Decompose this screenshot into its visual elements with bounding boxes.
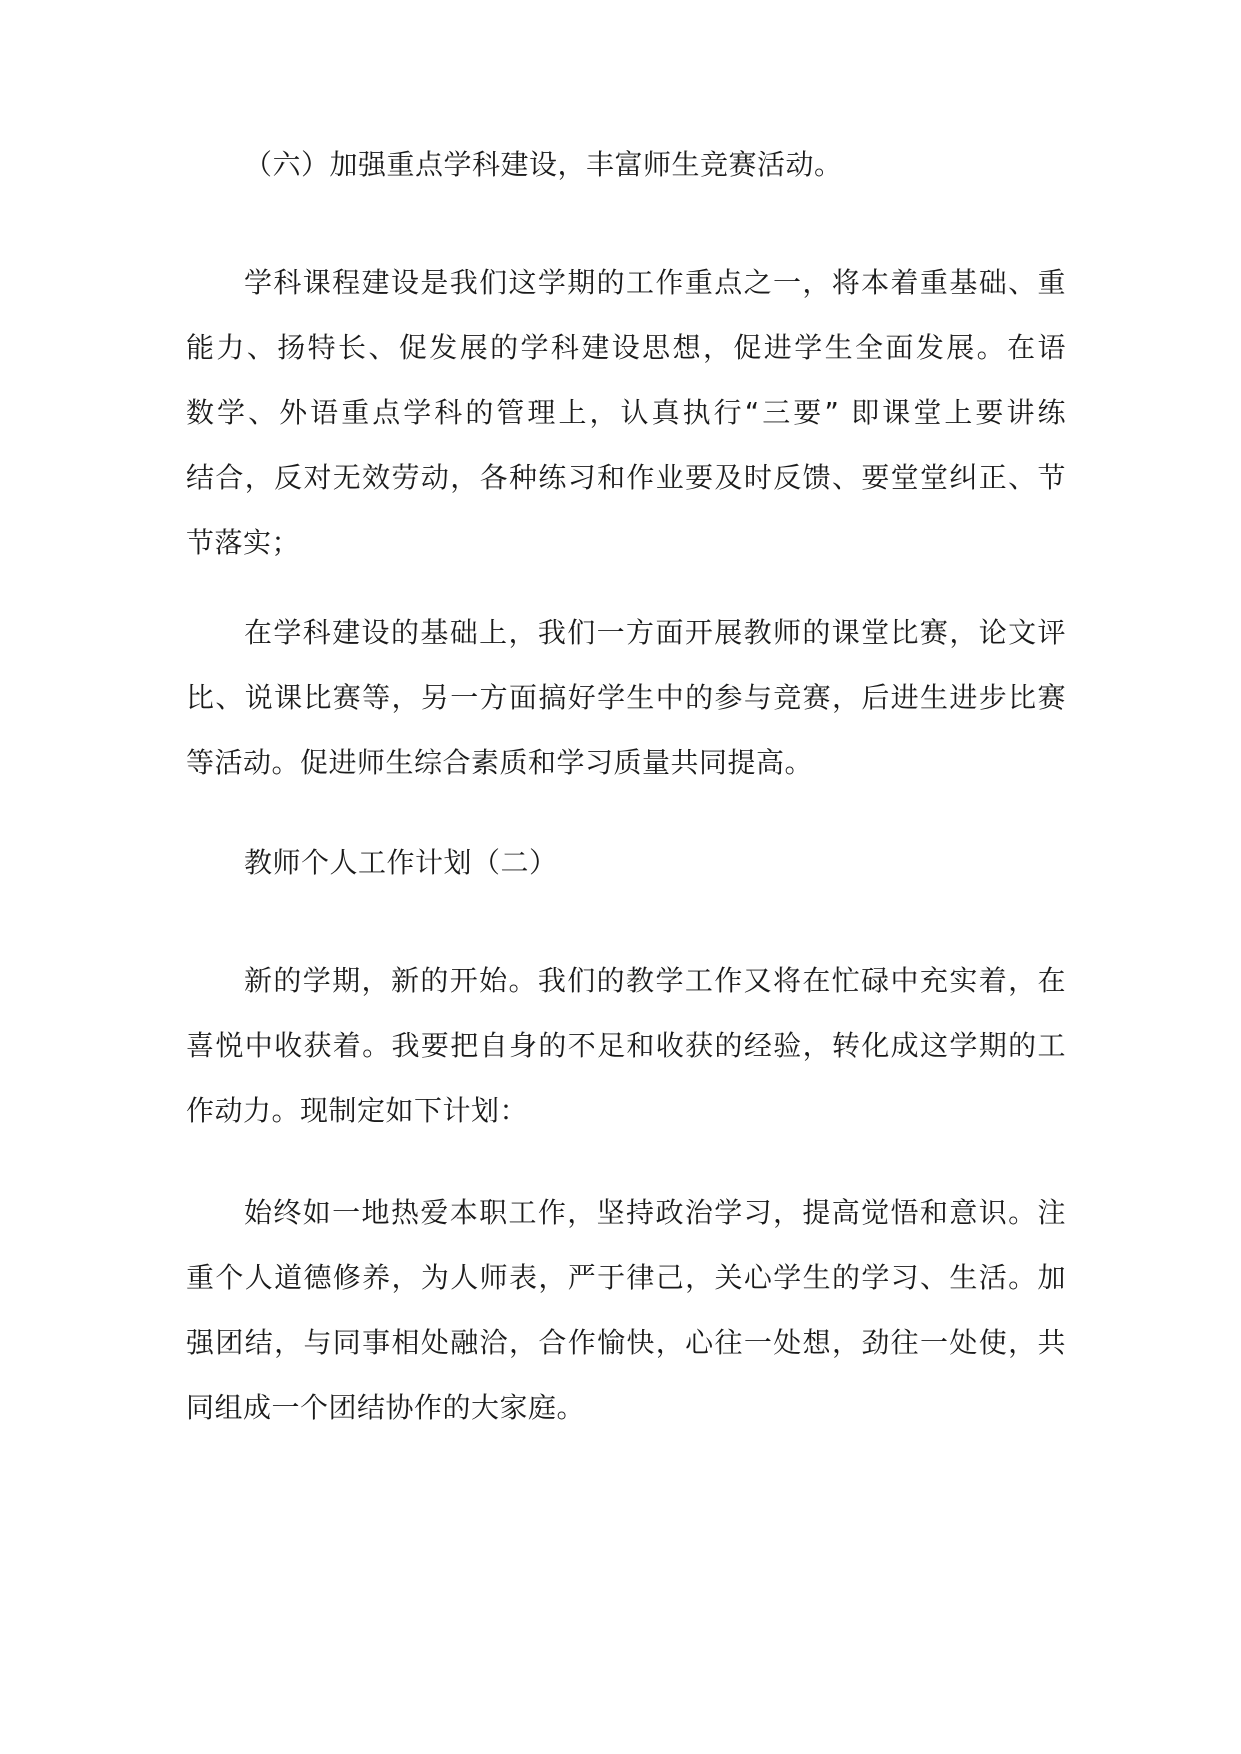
body-paragraph (186, 948, 1066, 1143)
text-line: 等活动。促进师生综合素质和学习质量共同提高。 (186, 746, 814, 779)
text-line: 强团结，与同事相处融洽，合作愉快，心往一处想，劲往一处使，共 (186, 1326, 1066, 1359)
text-line: 喜悦中收获着。我要把自身的不足和收获的经验，转化成这学期的工 (186, 1029, 1066, 1062)
section-heading (186, 830, 1066, 895)
text-line: 始终如一地热爱本职工作，坚持政治学习，提高觉悟和意识。注 (244, 1196, 1066, 1229)
text-line: 教师个人工作计划（二） (244, 846, 558, 879)
text-line: 能力、扬特长、促发展的学科建设思想，促进学生全面发展。在语 (186, 331, 1066, 364)
text-line: 节落实； (186, 526, 301, 559)
text-line: 同组成一个团结协作的大家庭。 (186, 1391, 586, 1424)
body-paragraph (186, 1180, 1066, 1440)
text-line: 比、说课比赛等，另一方面搞好学生中的参与竞赛，后进生进步比赛 (186, 681, 1066, 714)
text-line: 重个人道德修养，为人师表，严于律己，关心学生的学习、生活。加 (186, 1261, 1066, 1294)
section-heading (186, 132, 1066, 197)
text-line: 新的学期，新的开始。我们的教学工作又将在忙碌中充实着，在 (244, 964, 1066, 997)
body-paragraph (186, 600, 1066, 795)
body-paragraph (186, 250, 1066, 575)
text-line: （六）加强重点学科建设，丰富师生竞赛活动。 (244, 148, 843, 181)
text-line: 数学、外语重点学科的管理上，认真执行“三要” 即课堂上要讲练 (186, 396, 1066, 429)
text-line: 作动力。现制定如下计划： (186, 1094, 529, 1127)
text-line: 在学科建设的基础上，我们一方面开展教师的课堂比赛，论文评 (244, 616, 1066, 649)
text-line: 学科课程建设是我们这学期的工作重点之一，将本着重基础、重 (244, 266, 1066, 299)
text-line: 结合，反对无效劳动，各种练习和作业要及时反馈、要堂堂纠正、节 (186, 461, 1066, 494)
